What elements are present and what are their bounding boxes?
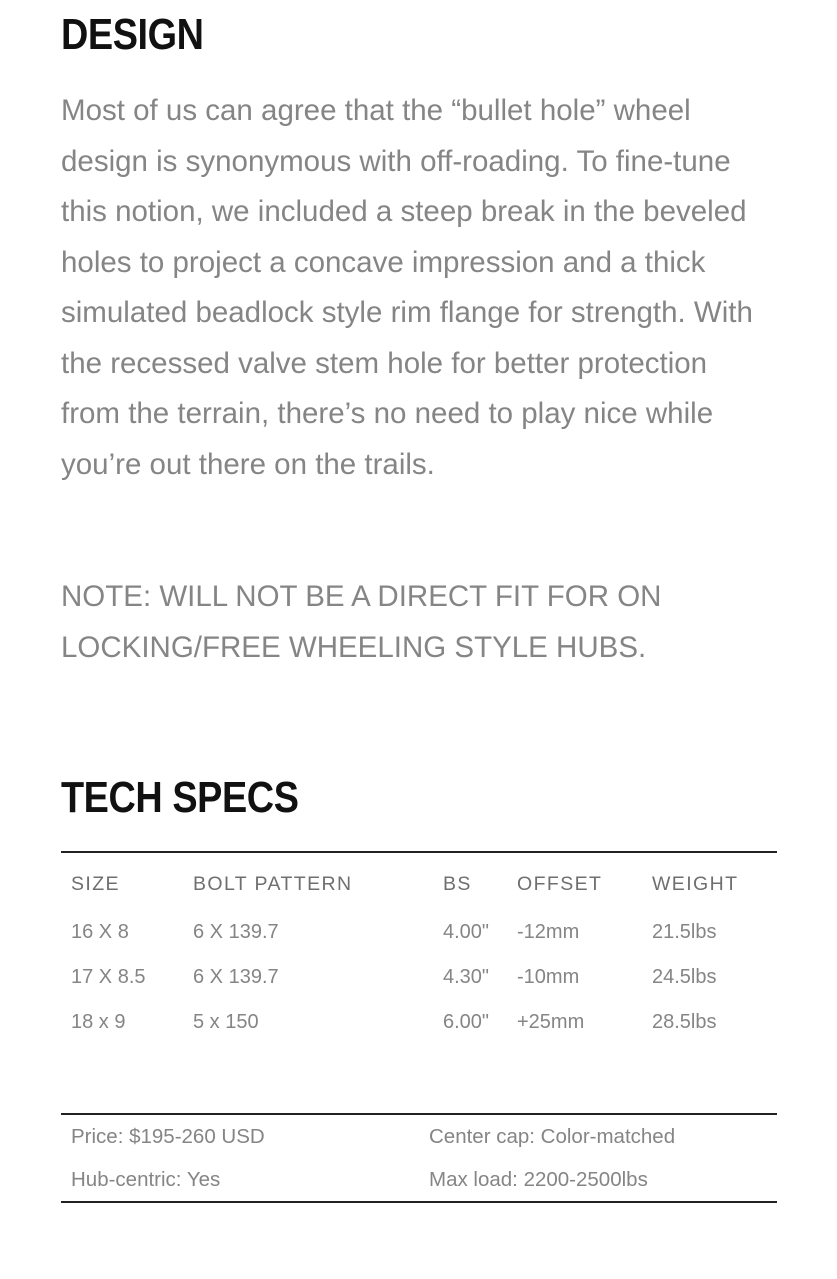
table-row <box>61 966 777 1011</box>
tech-specs-heading: TECH SPECS <box>61 773 299 822</box>
cell-weight: 28.5lbs <box>652 1011 717 1033</box>
cell-bs: 4.30" <box>443 966 490 988</box>
cell-offset: -12mm <box>517 921 580 943</box>
tech-specs-table <box>61 851 777 1056</box>
table-row <box>61 921 777 966</box>
design-description: Most of us can agree that the “bullet hole” wheel design is synonymous with off-roading. To fine-tune this notion, we included a steep break in the beveled holes to project a concave impression and a thick simulated beadlock style rim flange for strength. With the recessed valve stem hole for better protection from the terrain, there’s no need to play nice while you’re out there on the trails. <box>61 94 753 481</box>
cell-weight: 24.5lbs <box>652 966 717 988</box>
fitment-note: NOTE: WILL NOT BE A DIRECT FIT FOR ON LOCKING/FREE WHEELING STYLE HUBS. <box>61 580 662 664</box>
column-header-size: SIZE <box>71 873 120 895</box>
max-load-text: Max load: 2200-2500lbs <box>429 1168 648 1191</box>
cell-bs: 6.00" <box>443 1011 490 1033</box>
column-header-weight: WEIGHT <box>652 873 739 895</box>
center-cap-text: Center cap: Color-matched <box>429 1125 676 1148</box>
cell-size: 18 x 9 <box>71 1011 126 1033</box>
price-text: Price: $195-260 USD <box>71 1125 265 1148</box>
column-header-offset: OFFSET <box>517 873 603 895</box>
column-header-bolt-pattern: BOLT PATTERN <box>193 873 353 895</box>
cell-bolt-pattern: 6 X 139.7 <box>193 921 279 943</box>
table-header-row <box>61 873 777 921</box>
column-header-bs: BS <box>443 873 472 895</box>
spec-summary <box>61 1113 777 1203</box>
design-heading: DESIGN <box>61 10 204 59</box>
cell-size: 16 X 8 <box>71 921 129 943</box>
cell-offset: +25mm <box>517 1011 585 1033</box>
cell-size: 17 X 8.5 <box>71 966 146 988</box>
table-row <box>61 1011 777 1056</box>
cell-weight: 21.5lbs <box>652 921 717 943</box>
hub-centric-text: Hub-centric: Yes <box>71 1168 221 1191</box>
cell-bolt-pattern: 5 x 150 <box>193 1011 259 1033</box>
cell-bolt-pattern: 6 X 139.7 <box>193 966 279 988</box>
cell-bs: 4.00" <box>443 921 490 943</box>
cell-offset: -10mm <box>517 966 580 988</box>
